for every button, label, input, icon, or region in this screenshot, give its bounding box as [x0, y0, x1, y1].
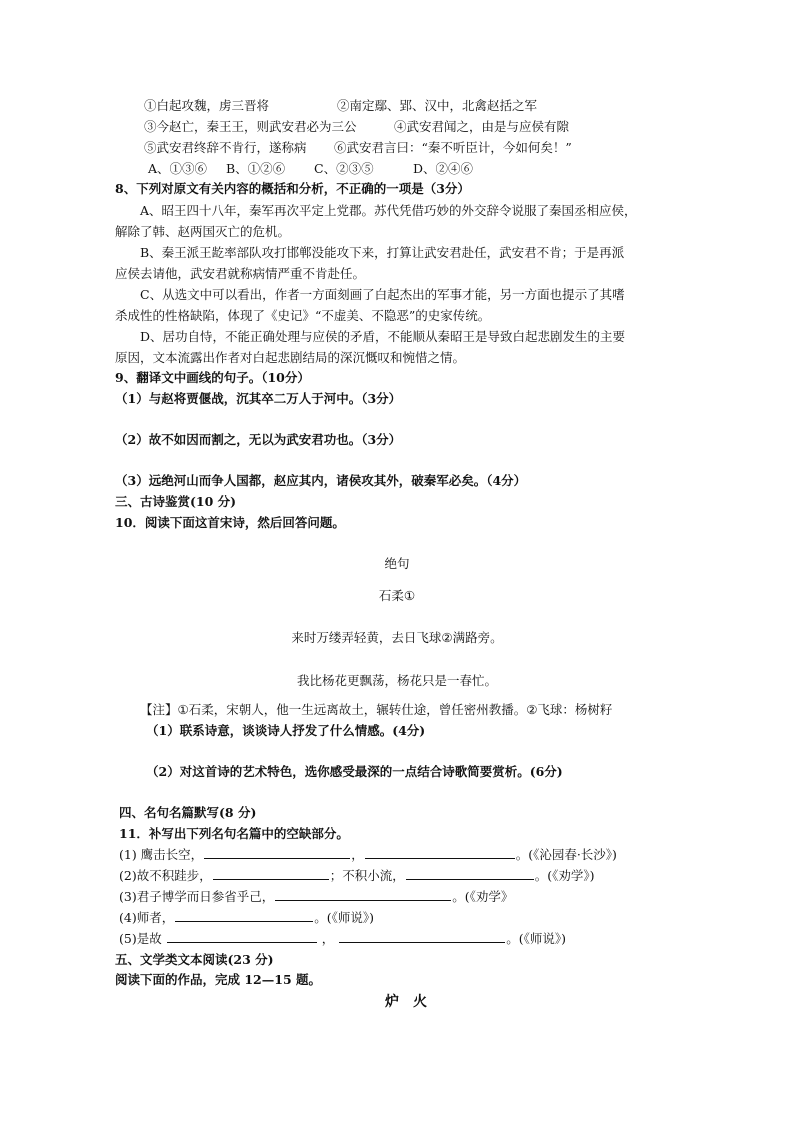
answer-blank[interactable]: [204, 846, 350, 859]
dictation-2-source: 。(《劝学》): [534, 868, 595, 883]
poem-line-2: 我比杨花更飘荡，杨花只是一春忙。: [296, 673, 497, 688]
q7-item-2: ②南定鄢、郢、汉中，北禽赵括之军: [337, 98, 538, 113]
q8-d-line2: 原因，文本流露出作者对白起悲剧结局的深沉慨叹和惋惜之情。: [115, 350, 466, 365]
section-3-heading: 三、古诗鉴赏(10 分): [115, 494, 237, 509]
poem-line-1: 来时万缕弄轻黄，去日飞球②满路旁。: [291, 630, 503, 645]
dictation-line-5: [119, 930, 566, 948]
dictation-line-3: [119, 888, 513, 906]
q8-title: 8、下列对原文有关内容的概括和分析，不正确的一项是（3分）: [115, 181, 470, 196]
dictation-1-prefix: (1) 鹰击长空，: [119, 847, 204, 862]
poem-note: 【注】①石柔，宋朝人，他一生远离故土，辗转仕途，曾任密州教播。②飞球：杨树籽: [140, 702, 613, 717]
answer-blank[interactable]: [175, 909, 313, 922]
dictation-2-prefix: (2)故不积跬步，: [119, 868, 212, 883]
q8-c-line2: 杀成性的性格缺陷，体现了《史记》“不虚美、不隐恶”的史家传统。: [115, 308, 491, 323]
dictation-5-source: 。(《师说》): [506, 931, 566, 946]
q7-option-d: D、②④⑥: [413, 161, 474, 176]
poem-title: 绝句: [384, 556, 410, 571]
q8-a-line1: A、昭王四十八年，秦军再次平定上党郡。苏代凭借巧妙的外交辞令说服了秦国丞相应侯，: [140, 203, 637, 218]
poem-author: 石柔①: [378, 588, 416, 603]
section-5-heading: 五、文学类文本阅读(23 分): [115, 952, 274, 967]
dictation-1-source: 。(《沁园春·长沙》): [515, 847, 617, 862]
dictation-3-prefix: (3)君子博学而日参省乎己，: [119, 889, 275, 904]
dictation-2-sep: ；不积小流，: [329, 868, 405, 883]
dictation-line-4: [119, 909, 374, 927]
q11-prompt: 11．补写出下列名句名篇中的空缺部分。: [119, 826, 349, 841]
answer-blank[interactable]: [167, 930, 317, 943]
q9-sentence-2: （2）故不如因而割之，无以为武安君功也。（3分）: [115, 432, 402, 447]
q8-b-line1: B、秦王派王龁率部队攻打邯郸没能攻下来，打算让武安君赴任，武安君不肯；于是再派: [140, 245, 625, 260]
q7-item-6: ⑥武安君言曰：“秦不听臣计，今如何矣！”: [334, 140, 572, 155]
section-4-heading: 四、名句名篇默写(8 分): [119, 805, 257, 820]
dictation-4-source: 。(《师说》): [314, 910, 374, 925]
dictation-5-prefix: (5)是故: [119, 931, 162, 946]
q7-item-4: ④武安君闻之，由是与应侯有隙: [394, 119, 570, 134]
q8-a-line2: 解除了韩、赵两国灭亡的危机。: [115, 224, 291, 239]
dictation-5-sep: ，: [321, 931, 335, 946]
answer-blank[interactable]: [365, 846, 515, 859]
answer-blank[interactable]: [406, 867, 534, 880]
q7-option-c: C、②③⑤: [314, 161, 374, 176]
q9-sentence-1: （1）与赵将贾偃战，沉其卒二万人于河中。（3分）: [115, 391, 402, 406]
story-title: 炉 火: [385, 994, 427, 1010]
q8-c-line1: C、从选文中可以看出，作者一方面刻画了白起杰出的军事才能，另一方面也提示了其嗜: [140, 287, 625, 302]
q7-item-1: ①白起攻魏，虏三晋将: [144, 98, 270, 113]
section-5-intro: 阅读下面的作品，完成 12—15 题。: [115, 972, 321, 987]
answer-blank[interactable]: [339, 930, 505, 943]
q7-option-a: A、①③⑥: [148, 161, 208, 176]
q10-sub-2: （2）对这首诗的艺术特色，选你感受最深的一点结合诗歌简要赏析。(6分): [146, 764, 563, 779]
dictation-4-prefix: (4)师者，: [119, 910, 175, 925]
q7-item-3: ③今赵亡，秦王王，则武安君必为三公: [144, 119, 357, 134]
q7-option-b: B、①②⑥: [226, 161, 286, 176]
answer-blank[interactable]: [275, 888, 451, 901]
dictation-3-source: 。(《劝学》: [452, 889, 514, 904]
q7-item-5: ⑤武安君终辞不肯行，遂称病: [144, 140, 307, 155]
q9-sentence-3: （3）远绝河山而争人国都，赵应其内，诸侯攻其外，破秦军必矣。（4分）: [115, 473, 527, 488]
q8-d-line1: D、居功自恃，不能正确处理与应侯的矛盾，不能顺从秦昭王是导致白起悲剧发生的主要: [140, 329, 626, 344]
q8-b-line2: 应侯去请他，武安君就称病情严重不肯赴任。: [115, 266, 366, 281]
answer-blank[interactable]: [213, 867, 329, 880]
q9-title: 9、翻译文中画线的句子。（10分）: [115, 370, 310, 385]
dictation-line-2: [119, 867, 595, 885]
q10-prompt: 10．阅读下面这首宋诗，然后回答问题。: [115, 515, 345, 530]
dictation-line-1: [119, 846, 617, 864]
q10-sub-1: （1）联系诗意，谈谈诗人抒发了什么情感。(4分): [146, 723, 426, 738]
dictation-1-sep: ，: [351, 847, 364, 862]
